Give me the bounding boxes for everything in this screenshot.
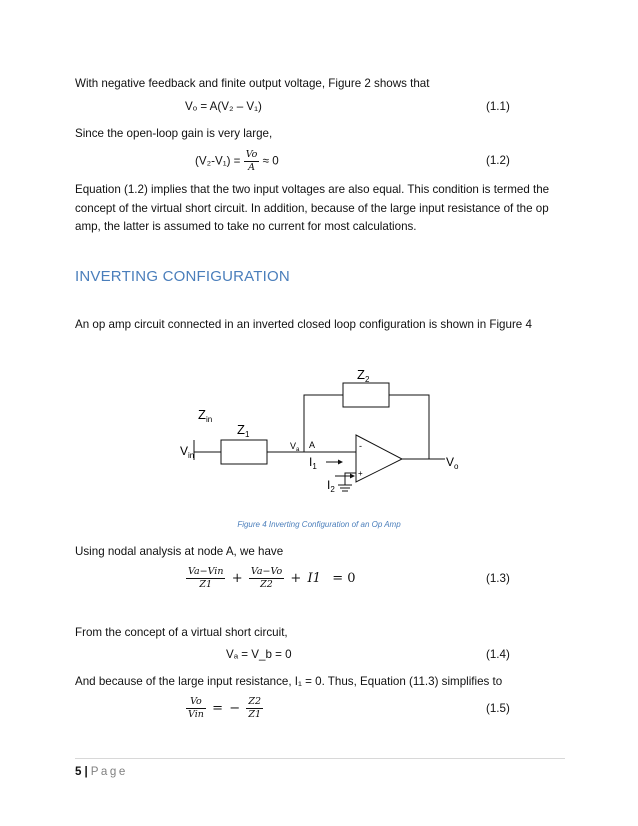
equation-1-3-equals-zero: = 0 xyxy=(332,571,356,586)
vin-label: $V_{in}$ xyxy=(180,444,195,460)
equation-1-5-fraction-left xyxy=(186,696,206,721)
footer-divider xyxy=(75,758,565,759)
paragraph-6: From the concept of a virtual short circuit, xyxy=(75,626,288,639)
equation-1-2-expression xyxy=(195,149,279,174)
equation-1-3-fraction-1 xyxy=(186,566,225,591)
z2-label: $Z_2$ xyxy=(357,367,370,384)
equation-1-3-fraction-1-numerator: Va−Vin xyxy=(188,566,224,577)
equation-1-3-fraction-2-numerator: Va−Vo xyxy=(250,566,283,577)
equation-1-5-minus: − xyxy=(229,701,241,716)
equation-1-5-equals: = xyxy=(212,701,223,716)
equation-1-2 xyxy=(0,146,638,176)
page-word: Page xyxy=(90,765,128,778)
equation-1-5-right-denominator: Z1 xyxy=(248,709,262,720)
equation-1-2-left: (V₂-V₁) = xyxy=(195,154,241,168)
vo-label: $V_o$ xyxy=(446,455,459,471)
equation-1-5-right-numerator: Z2 xyxy=(248,696,262,707)
section-heading: INVERTING CONFIGURATION xyxy=(75,268,290,285)
va-label: $V_a$ xyxy=(290,441,300,453)
equation-1-4-number: (1.4) xyxy=(486,648,510,661)
equation-1-4 xyxy=(0,648,638,670)
i1-arrow-head xyxy=(338,460,343,465)
equation-1-5-number: (1.5) xyxy=(486,702,510,715)
i1-label: $I_1$ xyxy=(309,455,317,471)
page-number: 5 xyxy=(75,765,82,778)
zin-label: $Z_{in}$ xyxy=(198,407,213,424)
equation-1-4-expression: Vₐ = V_b = 0 xyxy=(226,648,292,661)
equation-1-1-number: (1.1) xyxy=(486,100,510,113)
figure-caption: Figure 4 Inverting Configuration of an Op Amp xyxy=(237,520,401,529)
i2-label: $I_2$ xyxy=(327,478,335,494)
equation-1-5 xyxy=(0,694,638,724)
equation-1-3-current-term: I1 xyxy=(307,571,321,586)
op-amp-triangle xyxy=(356,435,402,482)
paragraph-1: With negative feedback and finite output voltage, Figure 2 shows that xyxy=(75,77,430,90)
inverting-op-amp-circuit-figure xyxy=(180,355,480,505)
equation-1-5-left-numerator: Vo xyxy=(186,696,206,709)
page-footer xyxy=(75,765,128,778)
paragraph-4: An op amp circuit connected in an inverted closed loop configuration is shown in Figure 4 xyxy=(75,318,532,331)
z1-resistor xyxy=(221,440,267,464)
equation-1-1 xyxy=(0,100,638,122)
paragraph-3: Equation (1.2) implies that the two input voltages are also equal. This condition is termed the concept of the virtual short circuit. In addition, because of the large input resistance of the op amp, the latter is assumed to take no current for most calculations. xyxy=(75,183,550,233)
equation-1-1-expression: Vₒ = A(V₂ – V₁) xyxy=(185,100,262,113)
footer-separator: | xyxy=(84,765,88,778)
equation-1-3 xyxy=(0,564,638,594)
equation-1-3-fraction-1-denominator: Z1 xyxy=(199,579,213,590)
equation-1-2-numerator: Vo xyxy=(245,149,258,160)
equation-1-3-expression xyxy=(186,566,358,591)
paragraph-7: And because of the large input resistance, I₁ = 0. Thus, Equation (11.3) simplifies to xyxy=(75,675,503,688)
equation-1-2-denominator: A xyxy=(248,162,255,173)
paragraph-5: Using nodal analysis at node A, we have xyxy=(75,545,284,558)
equation-1-5-left-denominator: Vin xyxy=(188,709,204,720)
inverting-input-sign: - xyxy=(359,441,362,451)
i2-arrow-head xyxy=(350,474,355,479)
noninverting-input-sign: + xyxy=(358,469,363,478)
equation-1-3-plus-1: + xyxy=(231,571,243,586)
equation-1-2-number: (1.2) xyxy=(486,154,510,167)
equation-1-3-fraction-2 xyxy=(249,566,284,591)
equation-1-3-number: (1.3) xyxy=(486,572,510,585)
equation-1-3-fraction-2-denominator: Z2 xyxy=(260,579,273,590)
z1-label: $Z_1$ xyxy=(237,422,250,439)
equation-1-2-right: ≈ 0 xyxy=(262,154,279,168)
paragraph-2: Since the open-loop gain is very large, xyxy=(75,127,273,140)
feedback-wire-right xyxy=(389,395,429,459)
node-a-label: A xyxy=(309,440,316,450)
equation-1-5-fraction-right xyxy=(246,696,263,721)
equation-1-3-plus-2: + xyxy=(290,571,302,586)
z2-resistor xyxy=(343,383,389,407)
equation-1-2-fraction xyxy=(244,149,260,174)
equation-1-5-expression xyxy=(186,696,263,721)
